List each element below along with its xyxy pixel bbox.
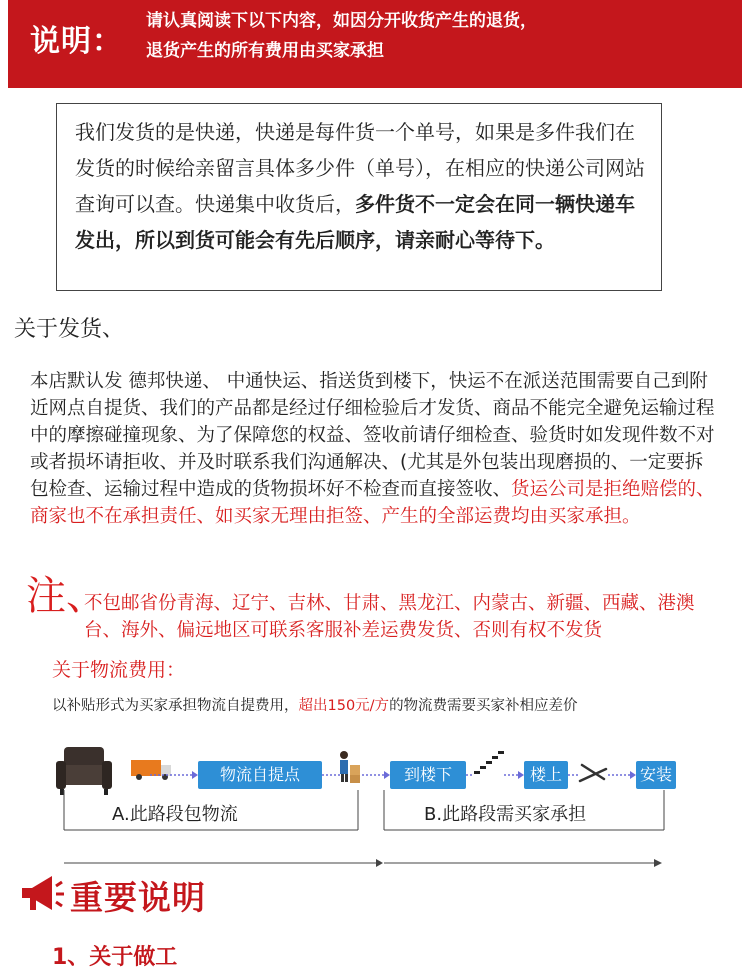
fee-text-after: 的物流费需要买家补相应差价 bbox=[389, 698, 578, 714]
porter-icon bbox=[340, 751, 360, 783]
tag-self-pickup: 物流自提点 bbox=[198, 761, 322, 789]
stairs-icon bbox=[474, 751, 504, 774]
segment-a-arrow bbox=[376, 859, 383, 867]
shipping-warning: 货运公司是拒绝赔偿的、商家也不在承担责任、如买家无理由拒签、产生的全部运费均由买家承担。 bbox=[30, 479, 715, 527]
tag-install: 安装 bbox=[636, 761, 676, 789]
tag-downstairs: 到楼下 bbox=[390, 761, 466, 789]
fee-text-before: 以补贴形式为买家承担物流自提费用， bbox=[52, 698, 299, 714]
workmanship-heading: 1、关于做工 bbox=[52, 945, 178, 970]
megaphone-icon bbox=[18, 874, 66, 914]
fee-text-red: 超出150元/方 bbox=[298, 698, 390, 714]
banner-line-1: 请认真阅读下以下内容，如因分开收货产生的退货， bbox=[146, 11, 537, 31]
fee-heading: 关于物流费用： bbox=[52, 659, 186, 681]
express-info-bold: 多件货不一定会在同一辆快递车发出，所以到货可能会有先后顺序，请亲耐心等待下。 bbox=[75, 192, 635, 252]
sofa-icon bbox=[56, 747, 112, 795]
note-text: 不包邮省份青海、辽宁、吉林、甘肃、黑龙江、内蒙古、新疆、西藏、港澳台、海外、偏远地区可联系客服补差运费发货、否则有权不发货 bbox=[84, 593, 695, 641]
tools-icon bbox=[580, 765, 606, 781]
important-title: 重要说明 bbox=[70, 878, 206, 917]
express-info-box bbox=[56, 103, 662, 291]
shipping-paragraph bbox=[30, 368, 720, 530]
shipping-heading: 关于发货、 bbox=[14, 317, 125, 342]
fee-text bbox=[52, 694, 732, 715]
shipping-text: 本店默认发 德邦快递、 中通快运、指送货到楼下，快运不在派送范围需要自己到附近网点自提货、我们的产品都是经过仔细检验后才发货、商品不能完全避免运输过程中的摩擦碰撞现象、为了保障您的权益、签收前请仔细检查、验货时如发现件数不对或者损坏请拒收、并及时联系我们沟通解决、(尤其是外包装出现磨损的、一定要拆包检查、运输过程中造成的货物损坏好不检查而直接签收、 bbox=[30, 371, 715, 500]
truck-icon bbox=[131, 760, 171, 780]
segment-b-label: B.此路段需买家承担 bbox=[424, 804, 587, 825]
notice-banner bbox=[8, 0, 742, 88]
logistics-diagram bbox=[0, 735, 750, 875]
note-mark: 注、 bbox=[26, 573, 106, 619]
banner-text bbox=[146, 6, 726, 66]
tag-upstairs: 楼上 bbox=[524, 761, 568, 789]
express-info-text: 我们发货的是快递，快递是每件货一个单号，如果是多件我们在发货的时候给亲留言具体多少件（单号），在相应的快递公司网站查询可以查。快递集中收货后， bbox=[75, 120, 645, 216]
banner-line-2: 退货产生的所有费用由买家承担 bbox=[146, 41, 384, 61]
banner-title: 说明： bbox=[30, 24, 123, 59]
segment-a-label: A.此路段包物流 bbox=[112, 804, 238, 825]
segment-b-arrow bbox=[654, 859, 662, 867]
